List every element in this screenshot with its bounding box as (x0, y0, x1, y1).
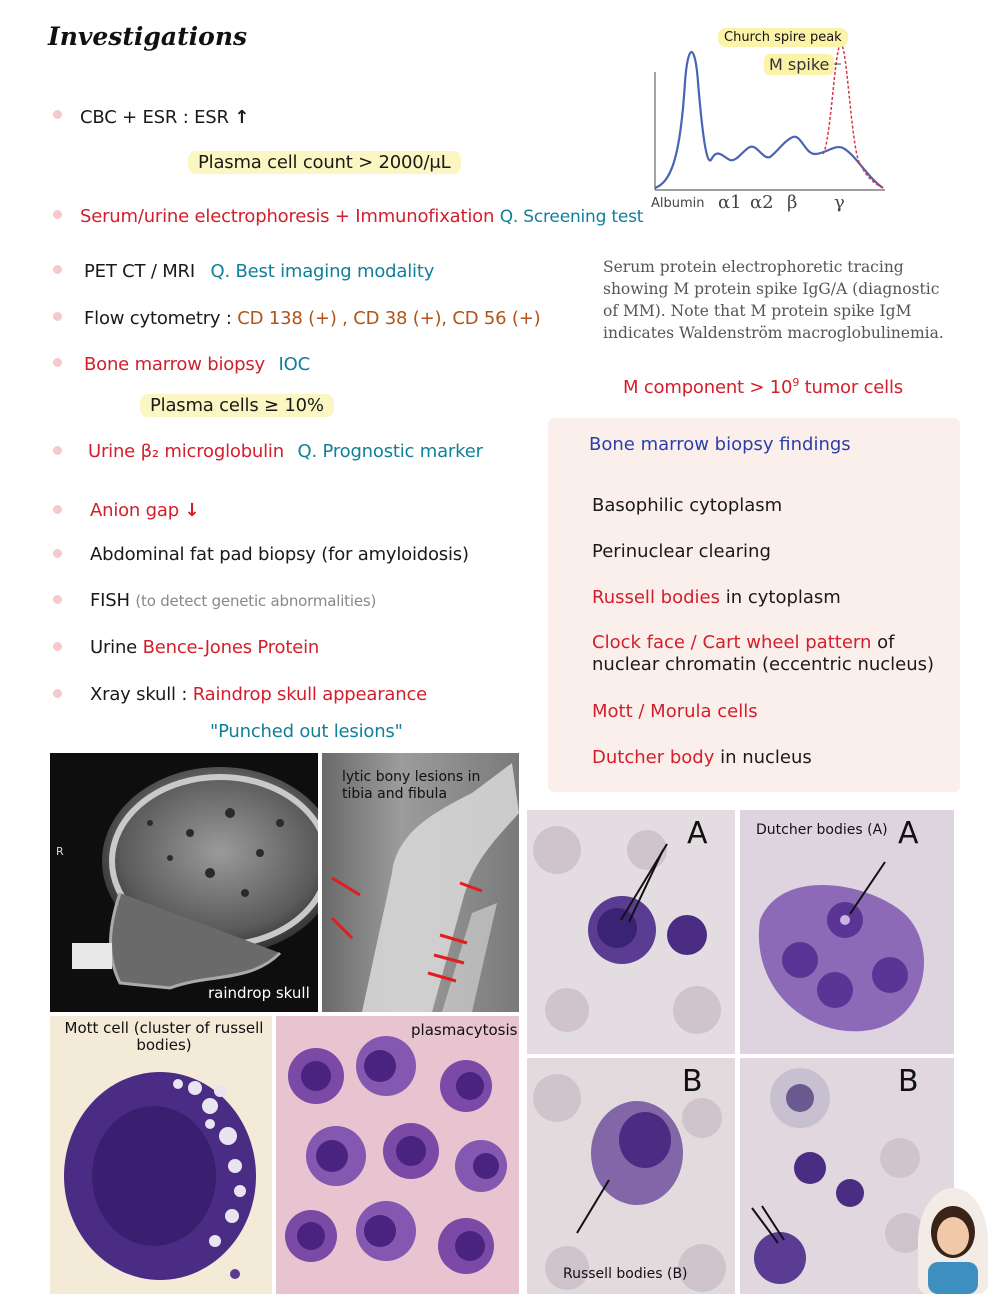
graph-caption: Serum protein electrophoretic tracing showing M protein spike IgG/A (diagnostic of MM). Note that M protein spike IgM indicates Waldenström macroglobulinemia. (603, 258, 944, 342)
finding-clock: Clock face / Cart wheel pattern of nuclear chromatin (eccentric nucleus) (592, 632, 935, 675)
avatar (918, 1188, 988, 1294)
panel-a-right-label: A (898, 816, 919, 851)
axis-label-gamma: γ (834, 192, 845, 213)
bullet-icon (53, 446, 62, 455)
avatar-icon (918, 1188, 988, 1294)
cbc-line (80, 107, 249, 128)
mott-label: Mott cell (cluster of russell bodies) (64, 1019, 264, 1054)
russell-label: Russell bodies (B) (563, 1266, 688, 1282)
spike-label: M spike (764, 54, 834, 75)
xray-line: Xray skull : Raindrop skull appearance (90, 684, 428, 705)
skull-label: raindrop skull (208, 984, 310, 1002)
axis-label-albumin: Albumin (651, 196, 705, 211)
fish-line: FISH (to detect genetic abnormalities) (90, 590, 377, 611)
m-component: M component > $10^9$ tumor cells (623, 376, 903, 398)
bullet-icon (53, 312, 62, 321)
finding-perinuclear: Perinuclear clearing (592, 541, 771, 562)
panel-b-left-label: B (682, 1064, 703, 1099)
bullet-icon (53, 595, 62, 604)
smear-icon (740, 810, 954, 1054)
bence-line: Urine Bence-Jones Protein (90, 637, 320, 658)
mott-cell-icon (50, 1016, 272, 1294)
bullet-icon (53, 549, 62, 558)
lytic-label: lytic bony lesions in tibia and fibula (342, 769, 481, 802)
panel-a-left-label: A (687, 816, 708, 851)
plasma-count: Plasma cell count > 2000/μL (188, 152, 461, 173)
bullet-icon (53, 505, 62, 514)
bullet-icon (53, 689, 62, 698)
down-arrow-icon: ↓ (184, 500, 200, 521)
plasma-cells-icon (276, 1016, 519, 1294)
panel-a-left-image (527, 810, 735, 1054)
plasma-cells: Plasma cells ≥ 10% (140, 395, 334, 416)
panel-b-left-image (527, 1058, 735, 1294)
bullet-icon (53, 358, 62, 367)
plasmacytosis-image (276, 1016, 519, 1294)
bullet-icon (53, 642, 62, 651)
panel-a-right-image (740, 810, 954, 1054)
bullet-icon (53, 265, 62, 274)
bullet-icon (53, 210, 62, 219)
plasmacytosis-label: plasmacytosis (411, 1021, 518, 1039)
electrophoresis-line: Serum/urine electrophoresis + Immunofixation Q. Screening test (80, 206, 644, 227)
finding-mott: Mott / Morula cells (592, 701, 758, 722)
anion-line: Anion gap ↓ (90, 500, 200, 521)
finding-dutcher: Dutcher body in nucleus (592, 747, 812, 768)
pet-line: PET CT / MRI Q. Best imaging modality (84, 261, 435, 282)
peak-label: Church spire peak (718, 28, 848, 47)
up-arrow-icon: ↑ (234, 107, 250, 128)
skull-marker: R (56, 845, 64, 858)
axis-label-alpha1: α1 (718, 192, 742, 213)
flow-line: Flow cytometry : CD 138 (+) , CD 38 (+), CD 56 (+) (84, 308, 541, 329)
finding-basophilic: Basophilic cytoplasm (592, 495, 783, 516)
axis-label-alpha2: α2 (750, 192, 774, 213)
punched-lesions: "Punched out lesions" (210, 721, 403, 742)
panel-b-right-label: B (898, 1064, 919, 1099)
bullet-icon (53, 110, 62, 119)
skull-xray-image (50, 753, 318, 1012)
tibia-xray-image (322, 753, 519, 1012)
page-title: Investigations (48, 22, 248, 51)
findings-heading: Bone marrow biopsy findings (589, 434, 851, 455)
smear-icon (527, 1058, 735, 1294)
finding-russell: Russell bodies in cytoplasm (592, 587, 841, 608)
urine-b2-line: Urine β₂ microglobulin Q. Prognostic marker (88, 441, 483, 462)
dutcher-label: Dutcher bodies (A) (756, 822, 888, 838)
fat-pad-line: Abdominal fat pad biopsy (for amyloidosis) (90, 544, 469, 565)
mott-cell-image (50, 1016, 272, 1294)
bmb-line: Bone marrow biopsy IOC (84, 354, 310, 375)
cbc-label: CBC + ESR : ESR (80, 107, 229, 128)
axis-label-beta: β (787, 192, 798, 213)
skull-icon (50, 753, 318, 1012)
